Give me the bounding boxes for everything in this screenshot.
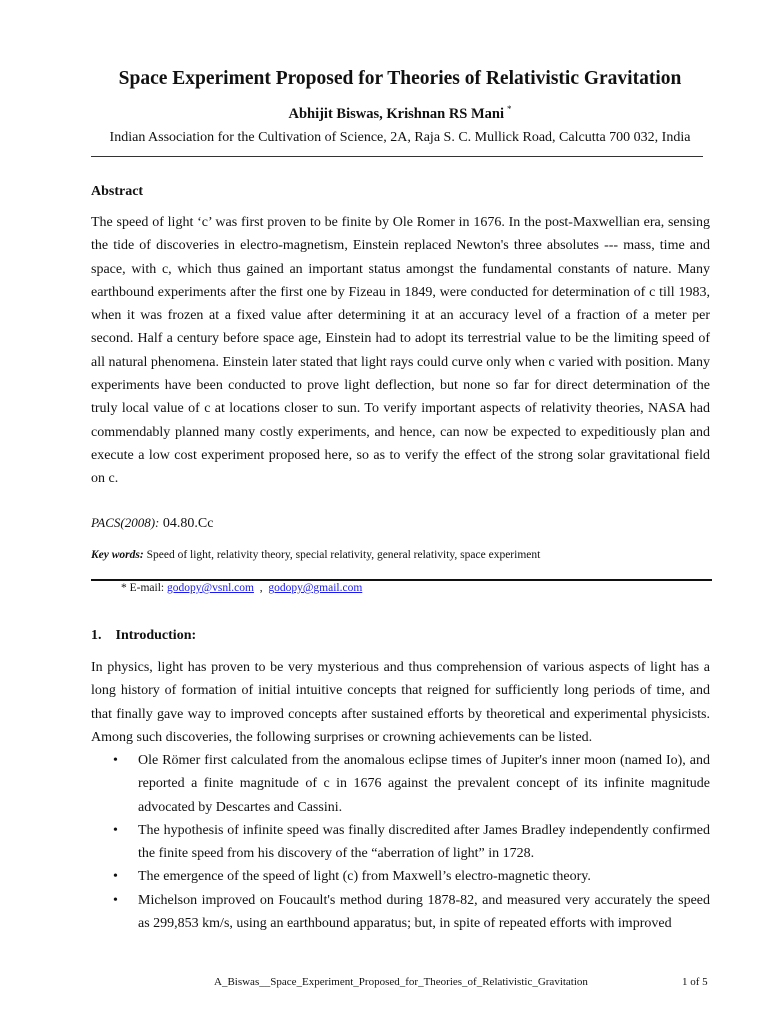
footnote-divider <box>91 579 712 581</box>
introduction-heading: 1. Introduction: <box>91 628 197 643</box>
email-prefix: * E-mail: <box>121 582 165 594</box>
header-divider <box>91 156 703 157</box>
email-link-vsnl[interactable]: godopy@vsnl.com <box>167 582 254 594</box>
paper-title: Space Experiment Proposed for Theories of Relativistic Gravitation <box>118 68 682 89</box>
abstract-heading: Abstract <box>91 184 144 199</box>
keywords-line <box>91 549 540 561</box>
abstract-text: The speed of light ‘c’ was first proven to be finite by Ole Romer in 1676. In the post-Maxwellian era, sensing the tide of discoveries in electro-magnetism, Einstein replaced Newton's three absolutes --- mass, time and space, with c, which thus gained an important status amongst the fundamental constants of nature. Many earthbound experiments after the first one by Fizeau in 1849, were conducted for determination of c till 1983, when it was frozen at a fixed value after determining it at an accuracy level of a fraction of a meter per second. Half a century before space age, Einstein had to adopt its terrestrial value to be the limiting speed of all natural phenomena. Einstein later stated that light rays could curve only when c varied with position. Many experiments have been conducted to prove light deflection, but none so far for direct determination of the truly local value of c at locations closer to sun. To verify important aspects of relativity theories, NASA had commendably planned many costly experiments, and hence, can now be expected to expeditiously plan and execute a low cost experiment proposed here, so as to verify the effect of the strong solar gravitational field on c. <box>91 215 710 487</box>
email-footnote <box>121 582 362 594</box>
bullet-item <box>91 889 710 936</box>
bullet-item <box>91 819 710 866</box>
pacs-line <box>91 515 213 532</box>
bullet-icon: • <box>113 892 118 908</box>
page-number: 1 of 5 <box>682 976 708 988</box>
bullet-item <box>91 749 710 819</box>
author-line <box>0 104 768 123</box>
author-names: Abhijit Biswas, Krishnan RS Mani <box>288 105 505 122</box>
email-separator: , <box>259 582 263 594</box>
pacs-value: 04.80.Cc <box>162 516 214 531</box>
keywords-value: Speed of light, relativity theory, special relativity, general relativity, space experiment <box>146 549 541 561</box>
footer-filename: A_Biswas__Space_Experiment_Proposed_for_Theories_of_Relativistic_Gravitation <box>214 976 588 988</box>
bullet-item <box>91 865 710 888</box>
bullet-icon: • <box>113 869 118 885</box>
pacs-label: PACS(2008): <box>91 515 160 530</box>
keywords-label: Key words: <box>91 549 144 561</box>
bullet-icon: • <box>113 822 118 838</box>
bullet-text: Michelson improved on Foucault's method during 1878-82, and measured very accurately the speed as 299,853 km/s, using an earthbound apparatus; but, in spite of repeated efforts with improved <box>138 892 710 932</box>
bullet-text: Ole Römer first calculated from the anomalous eclipse times of Jupiter's inner moon (named Io), and reported a finite magnitude of c in 1676 against the prevalent concept of its infinite magnitude advocated by Descartes and Cassini. <box>138 753 710 815</box>
author-footnote-mark: * <box>507 104 512 114</box>
bullet-icon: • <box>113 753 118 768</box>
affiliation: Indian Association for the Cultivation of Science, 2A, Raja S. C. Mullick Road, Calcutta 700 032, India <box>109 130 691 145</box>
bullet-text: The emergence of the speed of light (c) from Maxwell’s electro-magnetic theory. <box>138 869 591 885</box>
introduction-bullet-list <box>91 749 710 935</box>
email-link-gmail[interactable]: godopy@gmail.com <box>268 582 363 594</box>
bullet-text: The hypothesis of infinite speed was finally discredited after James Bradley independently confirmed the finite speed from his discovery of the “aberration of light” in 1728. <box>138 822 710 862</box>
introduction-text: In physics, light has proven to be very mysterious and thus comprehension of various aspects of light has a long history of formation of initial intuitive concepts that reigned for sufficiently long periods of time, and that finally gave way to improved concepts after sustained efforts by theoretical and experimental physicists. Among such discoveries, the following surprises or crowning achievements can be listed. <box>91 660 710 745</box>
